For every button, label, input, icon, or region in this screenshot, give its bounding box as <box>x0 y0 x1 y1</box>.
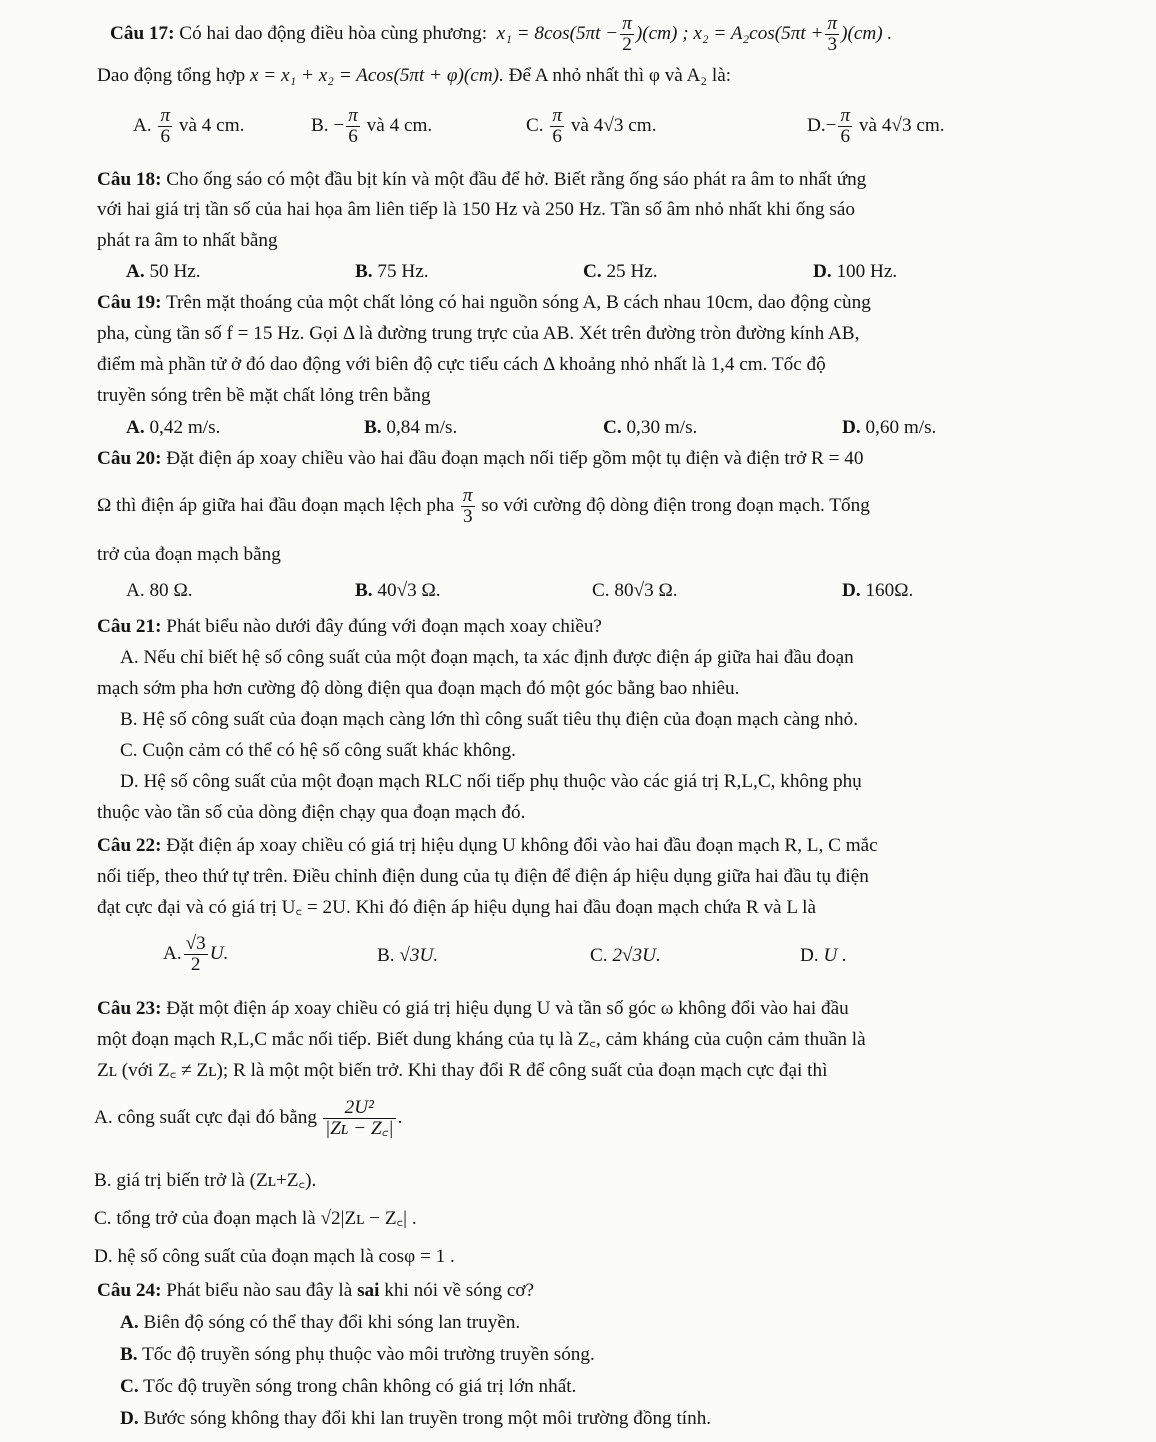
q20-line1: Câu 20: Đặt điện áp xoay chiều vào hai đầu đoạn mạch nối tiếp gồm một tụ điện và điện trở R = 40 <box>97 448 864 469</box>
q22-option-d: D. U . <box>800 945 847 966</box>
q17-x1: x₁ = 8cos(5πt − <box>496 23 619 45</box>
q23-option-a: A. công suất cực đại đó bằng $\frac{\text{2U²}}{\text{|Zʟ − Z꜀|}}$ . <box>94 1097 403 1140</box>
q19-label: Câu 19: <box>97 292 162 313</box>
q17-option-c: C. $\frac{\pi}{6}$ và 4√3 cm. <box>526 105 657 148</box>
q17-line1 <box>110 14 892 55</box>
q19-line4: truyền sóng trên bề mặt chất lỏng trên bằng <box>97 385 431 406</box>
q17-x1-frac: $\frac{\pi}{2}$ <box>622 13 632 56</box>
q23-option-d: D. hệ số công suất của đoạn mạch là cosφ = 1 . <box>94 1246 455 1267</box>
q21-option-d-line1: D. Hệ số công suất của một đoạn mạch RLC nối tiếp phụ thuộc vào các giá trị R,L,C, không phụ <box>120 771 862 792</box>
q17-line2 <box>97 66 731 85</box>
q24-option-c: C. Tốc độ truyền sóng trong chân không có giá trị lớn nhất. <box>120 1376 577 1397</box>
q24-label: Câu 24: <box>97 1280 162 1301</box>
q24-option-b: B. Tốc độ truyền sóng phụ thuộc vào môi trường truyền sóng. <box>120 1344 595 1365</box>
q20-option-a: A. 80 Ω. <box>126 580 193 601</box>
q24-stem: Câu 24: Phát biểu nào sau đây là sai khi nói về sóng cơ? <box>97 1280 535 1301</box>
q18-line3: phát ra âm to nhất bằng <box>97 230 278 251</box>
q24-option-a: A. Biên độ sóng có thể thay đổi khi sóng lan truyền. <box>120 1312 521 1333</box>
q23-label: Câu 23: <box>97 998 162 1019</box>
q19-option-b: B. 0,84 m/s. <box>364 417 458 438</box>
q22-option-c: C. 2√3U. <box>590 945 661 966</box>
q17-x2: x₂ = A₂cos(5πt + <box>693 23 824 45</box>
q20-line2: Ω thì điện áp giữa hai đầu đoạn mạch lệch pha $\frac{\pi}{3}$ so với cường độ dòng điện trong đoạn mạch. Tổng <box>97 485 870 528</box>
q20-line3: trở của đoạn mạch bằng <box>97 544 281 565</box>
q20-option-c: C. 80√3 Ω. <box>592 580 678 601</box>
q20-label: Câu 20: <box>97 448 162 469</box>
q19-line1: Câu 19: Trên mặt thoáng của một chất lỏng có hai nguồn sóng A, B cách nhau 10cm, dao động cùng <box>97 292 871 313</box>
q18-option-b: B. 75 Hz. <box>355 261 429 282</box>
q17-x2-frac: $\frac{\pi}{3}$ <box>827 13 838 56</box>
q21-option-a-line2: mạch sớm pha hơn cường độ dòng điện qua đoạn mạch đó một góc bằng bao nhiêu. <box>97 678 740 699</box>
q18-line1: Câu 18: Cho ống sáo có một đầu bịt kín và một đầu để hở. Biết rằng ống sáo phát ra âm to nhất ứng <box>97 169 867 190</box>
q21-option-a-line1: A. Nếu chỉ biết hệ số công suất của một đoạn mạch, ta xác định được điện áp giữa hai đầu đoạn <box>120 647 854 668</box>
q17-x1-tail: )(cm) ; <box>635 23 689 45</box>
q23-option-c: C. tổng trở của đoạn mạch là √2|Zʟ − Z꜀| . <box>94 1208 417 1229</box>
q21-option-d-line2: thuộc vào tần số của dòng điện chạy qua đoạn mạch đó. <box>97 802 526 823</box>
q22-line1: Câu 22: Đặt điện áp xoay chiều có giá trị hiệu dụng U không đổi vào hai đầu đoạn mạch R, L, C mắc <box>97 835 878 856</box>
q17-line2-b: Để A nhỏ nhất thì φ và A₂ là: <box>508 65 732 86</box>
q20-option-b: B. 40√3 Ω. <box>355 580 441 601</box>
q18-option-d: D. 100 Hz. <box>813 261 898 282</box>
q17-option-a: A. $\frac{\pi}{6}$ và 4 cm. <box>133 105 245 148</box>
q17-x2-tail: )(cm) . <box>841 23 893 45</box>
q23-line3: Zʟ (với Z꜀ ≠ Zʟ); R là một một biến trở. Khi thay đổi R để công suất của đoạn mạch cực đại thì <box>97 1060 828 1081</box>
q20-frac: $\frac{\pi}{3}$ <box>462 485 473 528</box>
q17-label: Câu 17: <box>110 23 175 45</box>
q18-line2: với hai giá trị tần số của hai họa âm liên tiếp là 150 Hz và 250 Hz. Tần số âm nhỏ nhất khi ống sáo <box>97 199 855 220</box>
q24-option-d: D. Bước sóng không thay đổi khi lan truyền trong một môi trường đồng tính. <box>120 1408 712 1429</box>
q22-option-a: A. $\frac{√3}{2}$ U. <box>163 933 229 976</box>
q19-line2: pha, cùng tần số f = 15 Hz. Gọi Δ là đường trung trực của AB. Xét trên đường tròn đường kính AB, <box>97 323 860 344</box>
q22-option-b: B. √3U. <box>377 945 439 966</box>
q18-option-a: A. 50 Hz. <box>126 261 201 282</box>
q21-stem: Câu 21: Phát biểu nào dưới đây đúng với đoạn mạch xoay chiều? <box>97 616 602 637</box>
q18-label: Câu 18: <box>97 169 162 190</box>
q19-option-d: D. 0,60 m/s. <box>842 417 937 438</box>
q22-label: Câu 22: <box>97 835 162 856</box>
q19-option-a: A. 0,42 m/s. <box>126 417 221 438</box>
q19-line3: điểm mà phần tử ở đó dao động với biên độ cực tiểu cách Δ khoảng nhỏ nhất là 1,4 cm. Tốc độ <box>97 354 826 375</box>
q17-line2-a: Dao động tổng hợp <box>97 65 246 86</box>
q17-intro: Có hai dao động điều hòa cùng phương: <box>179 23 488 45</box>
q17-option-d: D.− $\frac{\pi}{6}$ và 4√3 cm. <box>807 105 945 148</box>
q17-option-b: B. − $\frac{\pi}{6}$ và 4 cm. <box>311 105 433 148</box>
q22-line2: nối tiếp, theo thứ tự trên. Điều chỉnh điện dung của tụ điện để điện áp hiệu dụng giữa hai đầu tụ điện <box>97 866 869 887</box>
q21-option-c: C. Cuộn cảm có thể có hệ số công suất khác không. <box>120 740 516 761</box>
q19-option-c: C. 0,30 m/s. <box>603 417 698 438</box>
q18-option-c: C. 25 Hz. <box>583 261 658 282</box>
q20-option-d: D. 160Ω. <box>842 580 914 601</box>
q23-line1: Câu 23: Đặt một điện áp xoay chiều có giá trị hiệu dụng U và tần số góc ω không đổi vào hai đầu <box>97 998 849 1019</box>
q21-option-b: B. Hệ số công suất của đoạn mạch càng lớn thì công suất tiêu thụ điện của đoạn mạch càng nhỏ. <box>120 709 858 730</box>
q21-label: Câu 21: <box>97 616 162 637</box>
q23-option-b: B. giá trị biến trở là (Zʟ+Z꜀). <box>94 1170 317 1191</box>
q23-line2: một đoạn mạch R,L,C mắc nối tiếp. Biết dung kháng của tụ là Z꜀, cảm kháng của cuộn cảm thuần là <box>97 1029 866 1050</box>
q17-line2-eq: x = x₁ + x₂ = Acos(5πt + φ)(cm). <box>249 65 504 86</box>
q22-line3: đạt cực đại và có giá trị U꜀ = 2U. Khi đó điện áp hiệu dụng hai đầu đoạn mạch chứa R và L là <box>97 897 817 918</box>
